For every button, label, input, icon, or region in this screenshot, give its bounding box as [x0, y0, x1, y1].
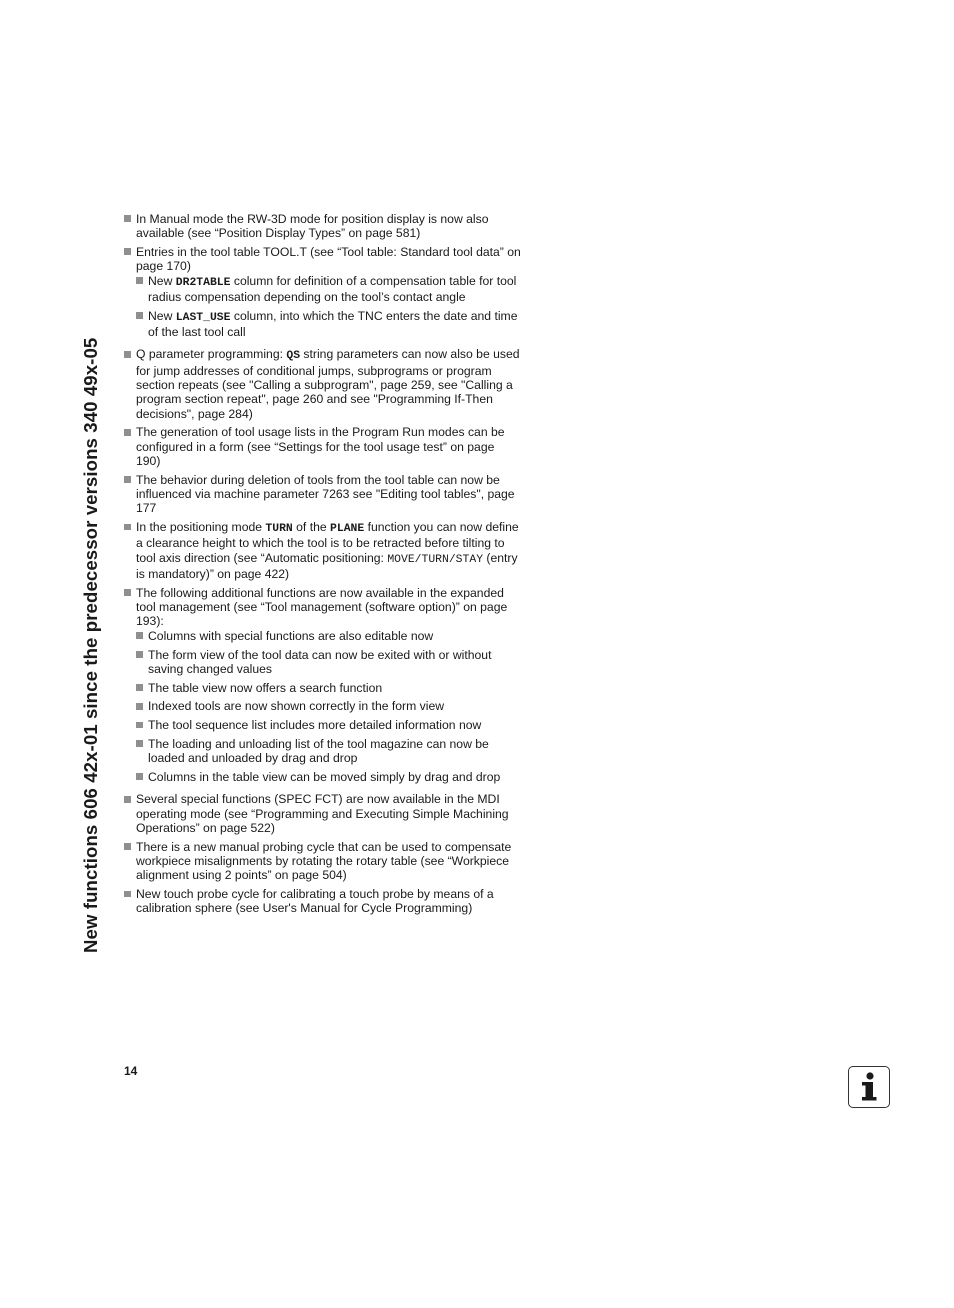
square-bullet-icon — [136, 651, 143, 658]
text-run: of the — [292, 520, 331, 535]
text-run: Entries in the tool table TOOL.T (see “Tool table: Standard tool data” on page 170) — [136, 245, 521, 274]
code-keyword: DR2TABLE — [175, 276, 231, 289]
sub-list-item — [136, 718, 522, 732]
square-bullet-icon — [124, 524, 131, 531]
code-keyword: PLANE — [330, 523, 365, 536]
square-bullet-icon — [124, 215, 131, 222]
text-run: New touch probe cycle for calibrating a touch probe by means of a calibration sphere (see User's Manual for Cycle Programming) — [136, 887, 494, 916]
info-icon — [848, 1066, 890, 1108]
list-item — [124, 520, 522, 581]
list-item — [124, 212, 522, 241]
item-text — [136, 586, 522, 629]
text-run: New — [148, 273, 176, 288]
page-number: 14 — [124, 1064, 138, 1078]
list-item — [124, 887, 522, 916]
sub-list-item — [136, 699, 522, 713]
sub-list-item — [136, 770, 522, 784]
item-text — [148, 648, 522, 677]
list-item — [124, 792, 522, 835]
text-run: In Manual mode the RW-3D mode for position display is now also available (see “Position Display Types” on page 581) — [136, 212, 489, 241]
square-bullet-icon — [136, 312, 143, 319]
text-run: Columns in the table view can be moved simply by drag and drop — [148, 770, 501, 785]
square-bullet-icon — [136, 703, 143, 710]
list-item — [124, 840, 522, 883]
sub-list — [136, 274, 522, 340]
text-run: column, into which the TNC enters the date and time of the last tool call — [148, 308, 518, 340]
square-bullet-icon — [124, 843, 131, 850]
code-keyword: LAST_USE — [175, 311, 231, 324]
text-run: The generation of tool usage lists in the Program Run modes can be configured in a form (see “Settings for the tool usage test” on page 190) — [136, 425, 505, 468]
square-bullet-icon — [124, 429, 131, 436]
bullet-list — [124, 212, 522, 916]
item-text — [148, 274, 522, 305]
item-text — [148, 699, 522, 713]
square-bullet-icon — [136, 684, 143, 691]
item-text — [148, 629, 522, 643]
text-run: string parameters can now also be used for jump addresses of conditional jumps, subprograms or program section repeats (see "Calling a subprogram", page 259, see "Calling a program section repeat", page 260 and see "Programming If-Then decisions", page 284) — [136, 347, 520, 421]
sub-list-item — [136, 309, 522, 340]
item-text — [136, 520, 522, 581]
item-text — [136, 792, 522, 835]
code-keyword: QS — [286, 350, 301, 363]
item-text — [136, 245, 522, 274]
sub-list-item — [136, 737, 522, 766]
item-text — [148, 681, 522, 695]
square-bullet-icon — [136, 773, 143, 780]
text-run: Q parameter programming: — [136, 347, 287, 362]
text-run: Several special functions (SPEC FCT) are now available in the MDI operating mode (see “Programming and Executing Simple Machining Operations” on page 522) — [136, 792, 509, 835]
sub-list-item — [136, 629, 522, 643]
text-run: Columns with special functions are also editable now — [148, 628, 434, 643]
square-bullet-icon — [136, 722, 143, 729]
item-text — [136, 425, 522, 468]
item-text — [148, 718, 522, 732]
text-run: The loading and unloading list of the tool magazine can now be loaded and unloaded by drag and drop — [148, 737, 489, 766]
text-run: The following additional functions are now available in the expanded tool management (see “Tool management (software option)” on page 193): — [136, 585, 508, 629]
sub-list-item — [136, 648, 522, 677]
item-text — [136, 840, 522, 883]
text-run: In the positioning mode — [136, 520, 266, 535]
square-bullet-icon — [136, 277, 143, 284]
sub-list-item — [136, 681, 522, 695]
feature-list — [124, 212, 522, 920]
chapter-side-title: New functions 606 42x-01 since the predecessor versions 340 49x-05 — [80, 337, 101, 953]
square-bullet-icon — [124, 351, 131, 358]
item-text — [136, 347, 522, 420]
item-text — [136, 473, 522, 516]
item-text — [136, 212, 522, 241]
info-icon-glyph — [849, 1067, 888, 1106]
square-bullet-icon — [124, 476, 131, 483]
text-run: The behavior during deletion of tools from the tool table can now be influenced via machine parameter 7263 see "Editing tool tables", page 177 — [136, 472, 515, 516]
text-run: The tool sequence list includes more detailed information now — [148, 718, 482, 733]
code-keyword: TURN — [265, 523, 293, 536]
list-item — [124, 425, 522, 468]
list-item — [124, 347, 522, 420]
text-run: The form view of the tool data can now be exited with or without saving changed values — [148, 647, 492, 676]
text-run: column for definition of a compensation table for tool radius compensation depending on the tool’s contact angle — [148, 273, 517, 304]
square-bullet-icon — [136, 632, 143, 639]
text-run: The table view now offers a search function — [148, 680, 383, 695]
text-run: New — [148, 308, 176, 323]
sub-list-item — [136, 274, 522, 305]
item-text — [148, 737, 522, 766]
square-bullet-icon — [124, 248, 131, 255]
text-run: (entry is mandatory)” on page 422) — [136, 550, 518, 582]
item-text — [148, 309, 522, 340]
item-text — [136, 887, 522, 916]
list-item — [124, 586, 522, 785]
square-bullet-icon — [124, 891, 131, 898]
item-text — [148, 770, 522, 784]
text-run: Indexed tools are now shown correctly in the form view — [148, 699, 445, 714]
text-run: There is a new manual probing cycle that can be used to compensate workpiece misalignments by rotating the rotary table (see “Workpiece alignment using 2 points” on page 504) — [136, 839, 512, 883]
square-bullet-icon — [124, 796, 131, 803]
square-bullet-icon — [124, 589, 131, 596]
text-run: function you can now define a clearance height to which the tool is to be retracted before tilting to tool axis direction (see “Automatic positioning: — [136, 520, 519, 565]
code-text: MOVE/TURN/STAY — [387, 553, 484, 566]
sub-list — [136, 629, 522, 785]
square-bullet-icon — [136, 740, 143, 747]
list-item — [124, 245, 522, 339]
list-item — [124, 473, 522, 516]
